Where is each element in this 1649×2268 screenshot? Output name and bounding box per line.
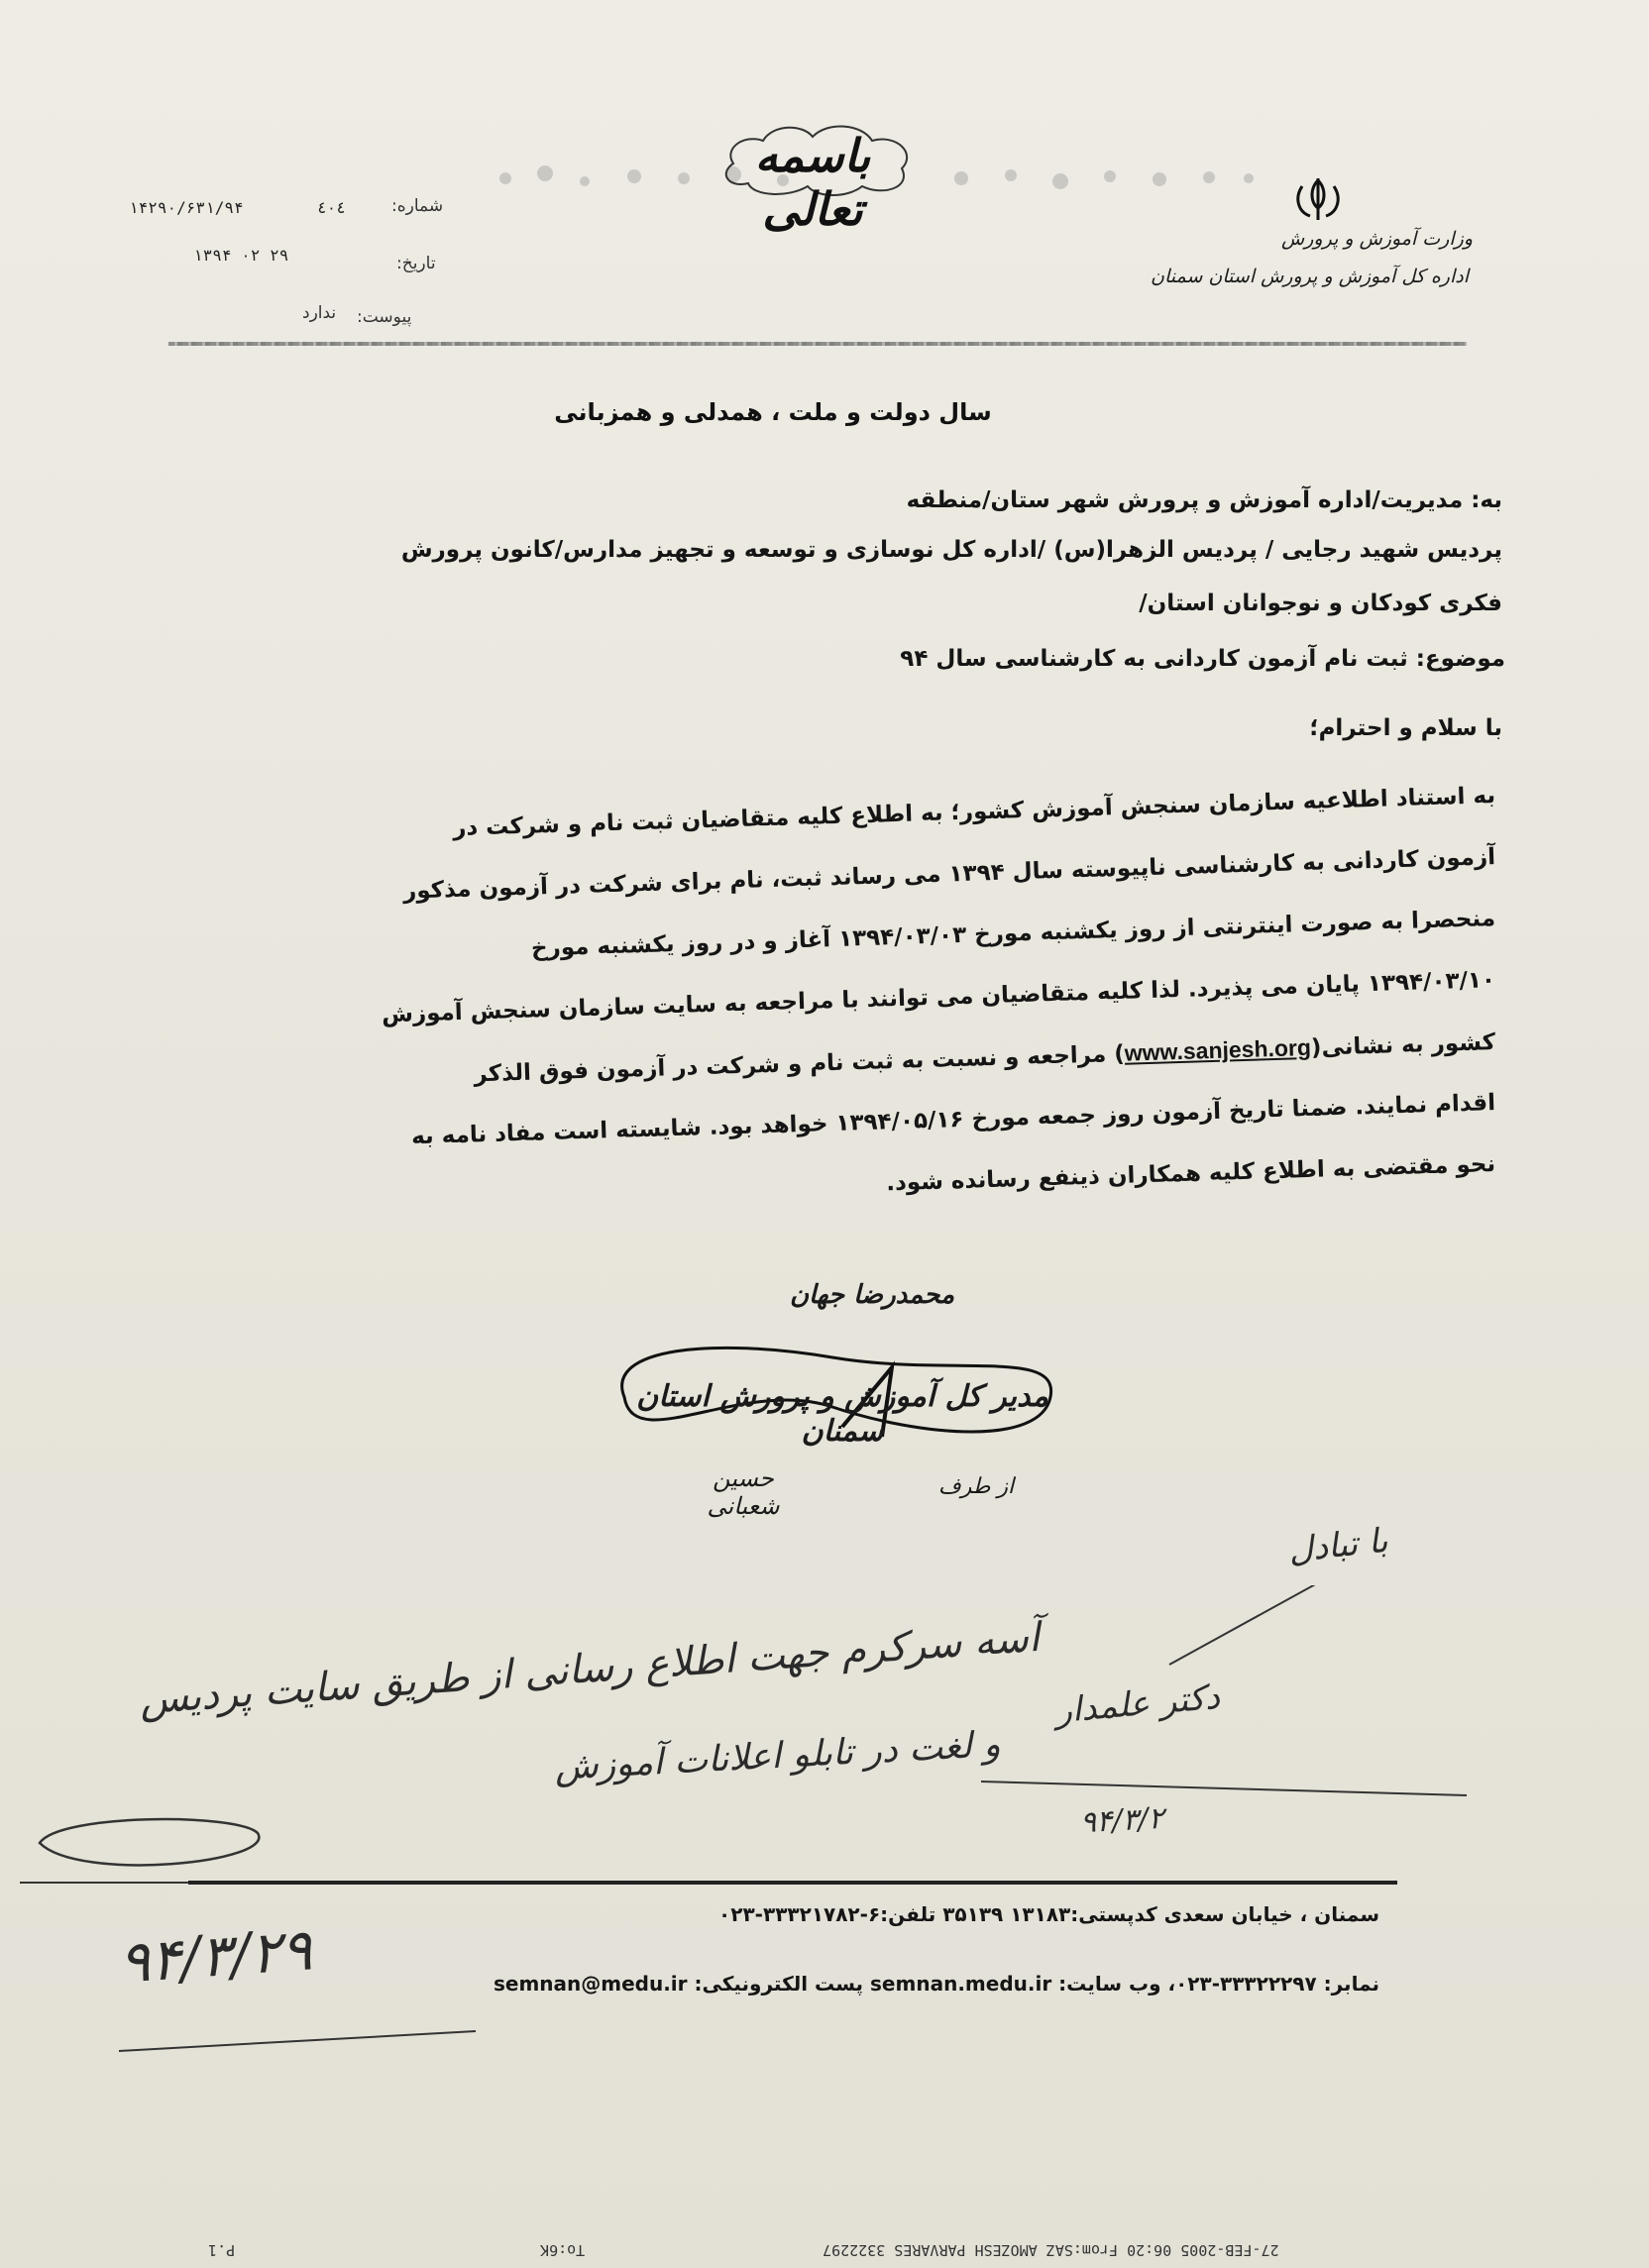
handwritten-note-2: دکتر علمدار — [1053, 1676, 1222, 1732]
body-line-6: اقدام نمایند. ضمنا تاریخ آزمون روز جمعه مورخ ۱۳۹۴/۰۵/۱۶ خواهد بود. شایسته است مفاد نامه به — [410, 1090, 1496, 1150]
attachment-label: پیوست: — [357, 307, 412, 327]
ministry-name: وزارت آموزش و پرورش — [1281, 228, 1473, 250]
footer-contact: نمابر: ۳۳۳۲۲۲۹۷-۰۲۳، وب سایت: semnan.medu.ir پست الکترونیکی: semnan@medu.ir — [493, 1972, 1379, 1996]
on-behalf-label: از طرف — [937, 1474, 1015, 1499]
greeting: با سلام و احترام؛ — [1309, 715, 1502, 741]
directorate-name: اداره کل آموزش و پرورش استان سمنان — [1150, 266, 1469, 287]
handwritten-note-4: آسه سرکرم جهت اطلاع رسانی از طریق سایت پردیس — [138, 1614, 1042, 1724]
letter-subject: موضوع: ثبت نام آزمون کاردانی به کارشناسی سال ۹۴ — [900, 646, 1505, 672]
signatory-title: مدیر کل آموزش و پرورش استان سمنان — [636, 1379, 1048, 1449]
handwritten-note-6: ۹۴/۳/۲۹ — [116, 1915, 314, 1997]
body-line-5-end: ) مراجعه و نسبت به ثبت نام و شرکت در آزمون فوق الذکر — [474, 1040, 1126, 1088]
footer-address: سمنان ، خیابان سعدی کدپستی:۱۳۱۸۳ ۳۵۱۳۹ تلفن:۶-۳۳۳۲۱۷۸۲-۰۲۳ — [718, 1902, 1379, 1926]
body-line-5-start: کشور به نشانی( — [1310, 1029, 1496, 1061]
handwritten-note-1: با تبادل — [1286, 1520, 1390, 1571]
letter-date-value: ۱۳۹۴ ۰۲ ۲۹ — [193, 246, 289, 265]
handwritten-note-3: ۹۴/۳/۲ — [1079, 1800, 1165, 1841]
body-line-3: منحصرا به صورت اینترنتی از روز یکشنبه مورخ ۱۳۹۴/۰۳/۰۳ آغاز و در روز یکشنبه مورخ — [530, 906, 1496, 962]
attachment-value: ندارد — [302, 303, 337, 323]
letter-number-value: ۱۴۲۹۰/۶۳۱/۹۴ — [129, 198, 244, 217]
fax-page-number: P.1 — [208, 2241, 236, 2259]
letter-number-label: شماره: — [391, 196, 444, 216]
body-line-4: ۱۳۹۴/۰۳/۱۰ پایان می پذیرد. لذا کلیه متقاضیان می توانند با مراجعه به سایت سازمان سنجش آموزش — [381, 967, 1496, 1028]
letter-date-label: تاریخ: — [396, 254, 436, 273]
iran-emblem-icon — [1288, 176, 1348, 224]
bismillah: باسمه تعالی — [754, 129, 871, 236]
sanjesh-link[interactable]: www.sanjesh.org — [1124, 1033, 1312, 1066]
recipient-line-3: فکری کودکان و نوجوانان استان/ — [1139, 591, 1502, 616]
body-line-1: به استناد اطلاعیه سازمان سنجش آموزش کشور؛ به اطلاع کلیه متقاضیان ثبت نام و شرکت در — [452, 783, 1496, 842]
signatory-name: محمدرضا جهان — [789, 1280, 955, 1310]
fax-recipient: To:6K — [540, 2241, 586, 2259]
letter-number-code: ٤٠٤ — [317, 198, 346, 217]
body-line-2: آزمون کاردانی به کارشناسی ناپیوسته سال ۱۳۹۴ می رساند ثبت، نام برای شرکت در آزمون مذکور — [402, 844, 1496, 905]
body-line-5 — [118, 1028, 1495, 1099]
footer-divider — [188, 1881, 1397, 1885]
year-slogan: سال دولت و ملت ، همدلی و همزبانی — [554, 398, 992, 426]
body-line-7: نحو مقتضی به اطلاع کلیه همکاران ذینفع رسانده شود. — [885, 1151, 1496, 1197]
recipient-line-1: به: مدیریت/اداره آموزش و پرورش شهر ستان/منطقه — [906, 487, 1502, 513]
recipient-line-2: پردیس شهید رجایی / پردیس الزهرا(س) /اداره کل نوسازی و توسعه و تجهیز مدارس/کانون پرورش — [400, 537, 1502, 563]
deputy-name: حسین شعبانی — [707, 1464, 780, 1520]
fax-header-line: 27-FEB-2005 06:20 From:SAZ AMOZESH PARVARES 3322297 — [823, 2241, 1279, 2259]
handwritten-note-5: و لغت در تابلو اعلانات آموزش — [553, 1724, 1002, 1788]
header-divider — [168, 342, 1467, 346]
